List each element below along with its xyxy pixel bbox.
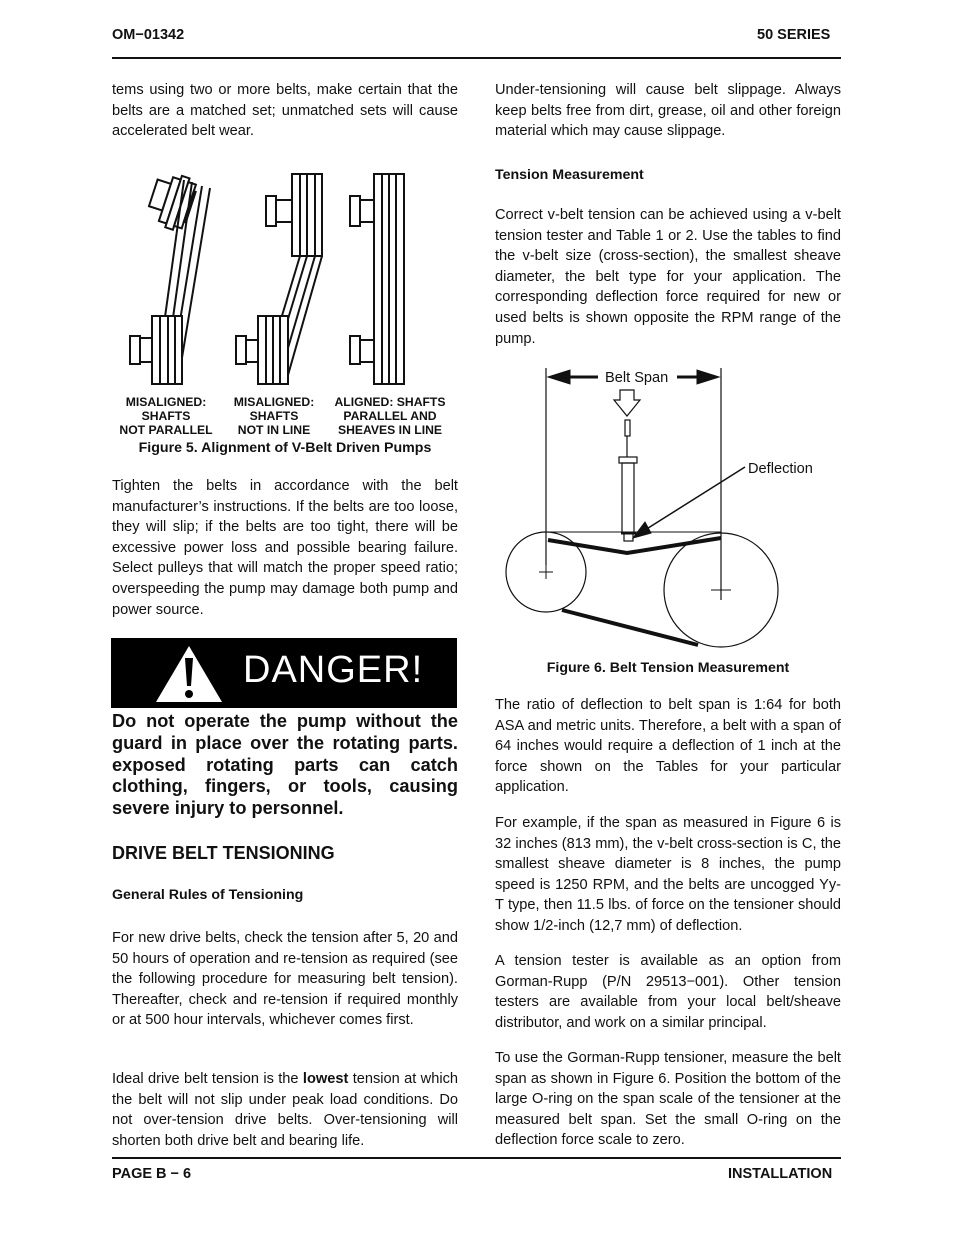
- fig5-label-line: SHAFTS: [141, 409, 191, 423]
- series-title: 50 SERIES: [757, 27, 831, 43]
- p4-text-b: tension at which the belt will not slip under peak load conditions. Do not over-tension drive belts. Over-tensioning will shorten both drive belt and bearing life.: [112, 1071, 458, 1149]
- left-paragraph-2: Tighten the belts in accordance with the belt manufacturer’s instructions. If the belts are too loose, they will slip; if the belts are too tight, there will be excessive power loss and possible bearing failure. Select pulleys that will match the proper speed ratio; overspeeding the pump may damage both pump and power source.: [112, 478, 458, 618]
- right-paragraph-5: A tension tester is available as an option from Gorman-Rupp (P/N 29513−001). Other tension testers are available from your local belt/sheave distributor, and work on a similar principal.: [495, 953, 841, 1031]
- fig5-label-line: SHAFTS: [249, 409, 299, 423]
- deflection-label: Deflection: [748, 461, 813, 477]
- danger-message: Do not operate the pump without the guard in place over the rotating parts. exposed rotating parts can catch clothing, fingers, or tools, causing severe injury to personnel.: [112, 711, 458, 819]
- fig5-label-line: MISALIGNED:: [233, 395, 315, 409]
- header-rule: [112, 57, 841, 59]
- right-paragraph-2: Correct v-belt tension can be achieved using a v-belt tension tester and Table 1 or 2. Use the tables to find the v-belt size (cross-section), the smallest sheave diameter, the belt type for your application. The corresponding deflection force required for new or used belts is shown opposite the RPM range of the pump.: [495, 207, 841, 347]
- tension-measurement-heading: Tension Measurement: [495, 167, 644, 183]
- page-number: PAGE B − 6: [112, 1166, 192, 1182]
- left-paragraph-3: For new drive belts, check the tension after 5, 20 and 50 hours of operation and re-tension as required (see the following procedure for measuring belt tension). Thereafter, check and re-tension if required monthly or at 500 hour intervals, whichever comes first.: [112, 930, 458, 1029]
- section-title: DRIVE BELT TENSIONING: [112, 843, 335, 863]
- general-rules-heading: General Rules of Tensioning: [112, 887, 304, 903]
- left-paragraph-4: [112, 1069, 458, 1151]
- fig5-label-line: SHEAVES IN LINE: [337, 423, 443, 437]
- figure-6-belt-tension-diagram: [495, 360, 841, 655]
- fig5-label-line: ALIGNED: SHAFTS: [334, 395, 446, 409]
- document-number: OM−01342: [112, 27, 185, 43]
- belt-span-label: Belt Span: [605, 370, 669, 386]
- fig5-label-aligned: [328, 395, 452, 437]
- aligned-drawing: [350, 174, 404, 384]
- right-paragraph-6: To use the Gorman-Rupp tensioner, measure the belt span as shown in Figure 6. Position the bottom of the large O-ring on the span scale of the tensioner at the measured belt span. Set the small O-ring on the deflection force scale to zero.: [495, 1050, 841, 1149]
- p4-text-a: Ideal drive belt tension is the: [112, 1071, 303, 1087]
- fig5-label-line: PARALLEL AND: [343, 409, 437, 423]
- fig5-label-line: NOT PARALLEL: [119, 423, 213, 437]
- fig5-label-not-in-line: [225, 395, 323, 437]
- right-paragraph-4: For example, if the span as measured in Figure 6 is 32 inches (813 mm), the v-belt cross-section is C, the smallest sheave diameter is 8 inches, the pump speed is 1250 RPM, and the belts are uncogged Yy-T type, then 11.5 lbs. of force on the tensioner should show 1/2-inch (12,7 mm) of deflection.: [495, 815, 841, 934]
- misaligned-not-in-line-drawing: [236, 174, 322, 384]
- warning-triangle-icon: [154, 644, 224, 704]
- p4-bold-lowest: lowest: [302, 1071, 349, 1087]
- danger-title: DANGER!: [243, 649, 424, 691]
- left-paragraph-1: tems using two or more belts, make certain that the belts are a matched set; unmatched sets will cause accelerated belt wear.: [112, 82, 458, 140]
- figure-6-caption: Figure 6. Belt Tension Measurement: [546, 660, 790, 676]
- footer-rule: [112, 1157, 841, 1159]
- figure-5-alignment-diagram: [112, 160, 458, 390]
- figure-5-caption: Figure 5. Alignment of V-Belt Driven Pumps: [138, 440, 432, 456]
- right-paragraph-1: Under-tensioning will cause belt slippage. Always keep belts free from dirt, grease, oil and other foreign material which may cause slippage.: [495, 82, 841, 140]
- fig5-label-not-parallel: [112, 395, 220, 437]
- fig5-label-line: MISALIGNED:: [125, 395, 207, 409]
- right-paragraph-3: The ratio of deflection to belt span is 1:64 for both ASA and metric units. Therefore, a belt with a span of 64 inches would require a deflection of 1 inch at the force shown on the Tables for your particular application.: [495, 697, 841, 796]
- misaligned-not-parallel-drawing: [130, 169, 210, 384]
- section-name: INSTALLATION: [728, 1166, 833, 1182]
- fig5-label-line: NOT IN LINE: [237, 423, 311, 437]
